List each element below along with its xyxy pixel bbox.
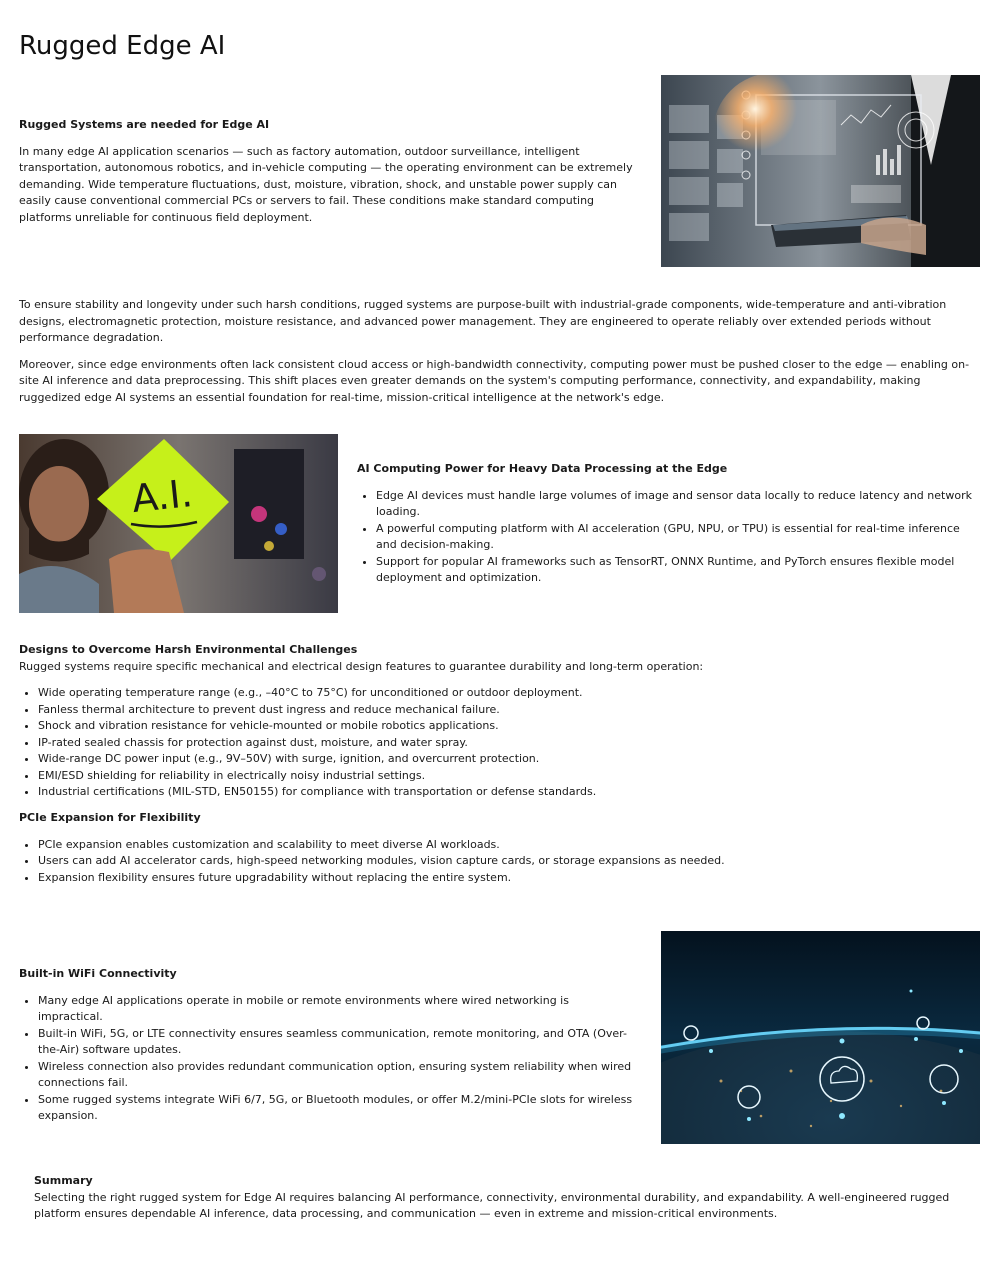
list-item: • Industrial certifications (MIL-STD, EN50155) for compliance with transportation or defense standards. (38, 784, 980, 801)
list-item: • Expansion flexibility ensures future upgradability without replacing the entire system. (38, 870, 980, 887)
section-paragraph: Selecting the right rugged system for Edge AI requires balancing AI performance, connectivity, environmental durability, and expandability. A well-engineered rugged platform ensures dependable AI inference, data processing, and communication — even in extreme and mission-critical environments. (34, 1190, 950, 1220)
list-item: • Edge AI devices must handle large volumes of image and sensor data locally to reduce latency and network loading. (376, 488, 982, 521)
section-heading: Designs to Overcome Harsh Environmental Challenges (19, 643, 358, 656)
list-item: • Built-in WiFi, 5G, or LTE connectivity ensures seamless communication, remote monitoring, and OTA (Over-the-Air) software updates. (38, 1026, 634, 1059)
section-heading: Summary (34, 1174, 93, 1187)
section-paragraph: Moreover, since edge environments often lack consistent cloud access or high-bandwidth connectivity, computing power must be pushed closer to the edge — enabling on-site AI inference and data preprocessing. This shift places even greater demands on the system's computing performance, connectivity, and expandability, making ruggedized edge AI systems an essential foundation for real-time, mission-critical intelligence at the network's edge. (19, 357, 970, 404)
section-heading: Rugged Systems are needed for Edge AI (19, 118, 270, 131)
section-summary (34, 1173, 980, 1223)
list-item: • Users can add AI accelerator cards, high-speed networking modules, vision capture cards, or storage expansions as needed. (38, 853, 980, 870)
section-heading: Built-in WiFi Connectivity (19, 967, 177, 980)
section-harsh-environment (19, 642, 980, 801)
list-item: • Wireless connection also provides redundant communication option, ensuring system reliability when wired connections fail. (38, 1059, 634, 1092)
list-item: • Wide-range DC power input (e.g., 9V–50V) with surge, ignition, and overcurrent protection. (38, 751, 980, 768)
section-rugged-systems (19, 117, 634, 226)
section-intro: Rugged systems require specific mechanical and electrical design features to guarantee durability and long-term operation: (19, 659, 704, 673)
section-heading: AI Computing Power for Heavy Data Processing at the Edge (357, 462, 728, 475)
section-pcie-expansion (19, 810, 980, 886)
list-item: • Shock and vibration resistance for vehicle-mounted or mobile robotics applications. (38, 718, 980, 735)
section-ai-computing (357, 461, 982, 587)
section-heading: PCIe Expansion for Flexibility (19, 811, 201, 824)
section-rugged-purpose (19, 297, 980, 406)
list-item: • Many edge AI applications operate in mobile or remote environments where wired networking is impractical. (38, 993, 634, 1026)
section-paragraph: In many edge AI application scenarios — such as factory automation, outdoor surveillance, intelligent transportation, autonomous robotics, and in-vehicle computing — the operating environment can be extremely demanding. Wide temperature fluctuations, dust, moisture, vibration, shock, and unstable power supply can easily cause conventional commercial PCs or servers to fail. These conditions make standard computing platforms unreliable for continuous field deployment. (19, 144, 633, 224)
list-item: • Fanless thermal architecture to prevent dust ingress and reduce mechanical failure. (38, 702, 980, 719)
page-title: Rugged Edge AI (19, 31, 226, 61)
list-item: • IP-rated sealed chassis for protection against dust, moisture, and water spray. (38, 735, 980, 752)
bullet-list (19, 685, 980, 801)
list-item: • Support for popular AI frameworks such as TensorRT, ONNX Runtime, and PyTorch ensures flexible model deployment and optimization. (376, 554, 982, 587)
bullet-list (19, 837, 980, 887)
sticky-note-text: A.I. (129, 470, 195, 522)
bullet-list (19, 993, 634, 1125)
earth-network-image (661, 931, 980, 1144)
ai-sticky-note-image (19, 434, 338, 613)
list-item: • A powerful computing platform with AI acceleration (GPU, NPU, or TPU) is essential for real-time inference and decision-making. (376, 521, 982, 554)
list-item: • EMI/ESD shielding for reliability in electrically noisy industrial settings. (38, 768, 980, 785)
tablet-dashboard-image (661, 75, 980, 267)
list-item: • Wide operating temperature range (e.g., –40°C to 75°C) for unconditioned or outdoor deployment. (38, 685, 980, 702)
list-item: • Some rugged systems integrate WiFi 6/7, 5G, or Bluetooth modules, or offer M.2/mini-PCIe slots for wireless expansion. (38, 1092, 634, 1125)
list-item: • PCIe expansion enables customization and scalability to meet diverse AI workloads. (38, 837, 980, 854)
section-wifi-connectivity (19, 966, 634, 1125)
bullet-list (357, 488, 982, 587)
section-paragraph: To ensure stability and longevity under such harsh conditions, rugged systems are purpose-built with industrial-grade components, wide-temperature and anti-vibration designs, electromagnetic protection, moisture resistance, and advanced power management. They are engineered to operate reliably over extended periods without performance degradation. (19, 298, 947, 344)
